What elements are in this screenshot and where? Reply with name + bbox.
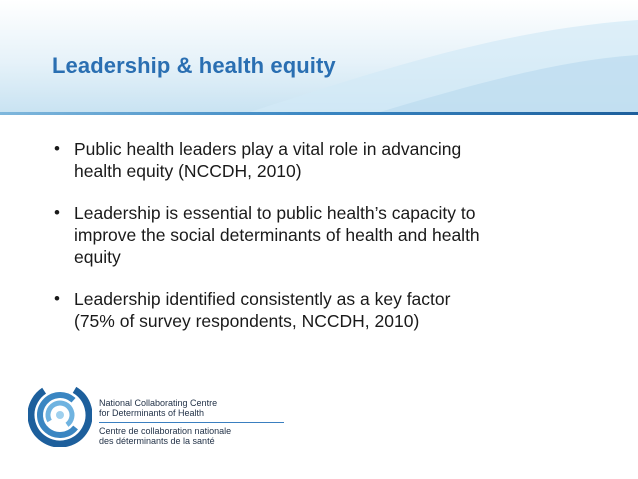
bullet-marker: • xyxy=(54,139,60,158)
org-name-english-line: National Collaborating Centre xyxy=(99,398,218,408)
nccdh-swirl-icon xyxy=(28,383,92,447)
organization-names xyxy=(99,398,329,446)
bullet-list xyxy=(54,138,584,352)
bullet-line: Leadership is essential to public health’s capacity to xyxy=(74,203,476,223)
bullet-marker: • xyxy=(54,203,60,222)
bullet-line: health equity (NCCDH, 2010) xyxy=(74,161,302,181)
header-rule xyxy=(0,112,638,115)
org-name-french-line: des déterminants de la santé xyxy=(99,436,215,446)
bullet-line: (75% of survey respondents, NCCDH, 2010) xyxy=(74,311,420,331)
bullet-marker: • xyxy=(54,289,60,308)
org-name-english-line: for Determinants of Health xyxy=(99,408,205,418)
bullet-line: Leadership identified consistently as a key factor xyxy=(74,289,451,309)
bullet-line: improve the social determinants of health and health xyxy=(74,225,480,245)
bullet-item xyxy=(54,138,584,182)
bullet-item xyxy=(54,288,584,332)
bullet-item xyxy=(54,202,584,268)
bullet-line: equity xyxy=(74,247,121,267)
org-name-french-line: Centre de collaboration nationale xyxy=(99,426,232,436)
org-name-divider xyxy=(99,422,284,423)
slide-title: Leadership & health equity xyxy=(52,53,336,78)
bullet-line: Public health leaders play a vital role in advancing xyxy=(74,139,462,159)
